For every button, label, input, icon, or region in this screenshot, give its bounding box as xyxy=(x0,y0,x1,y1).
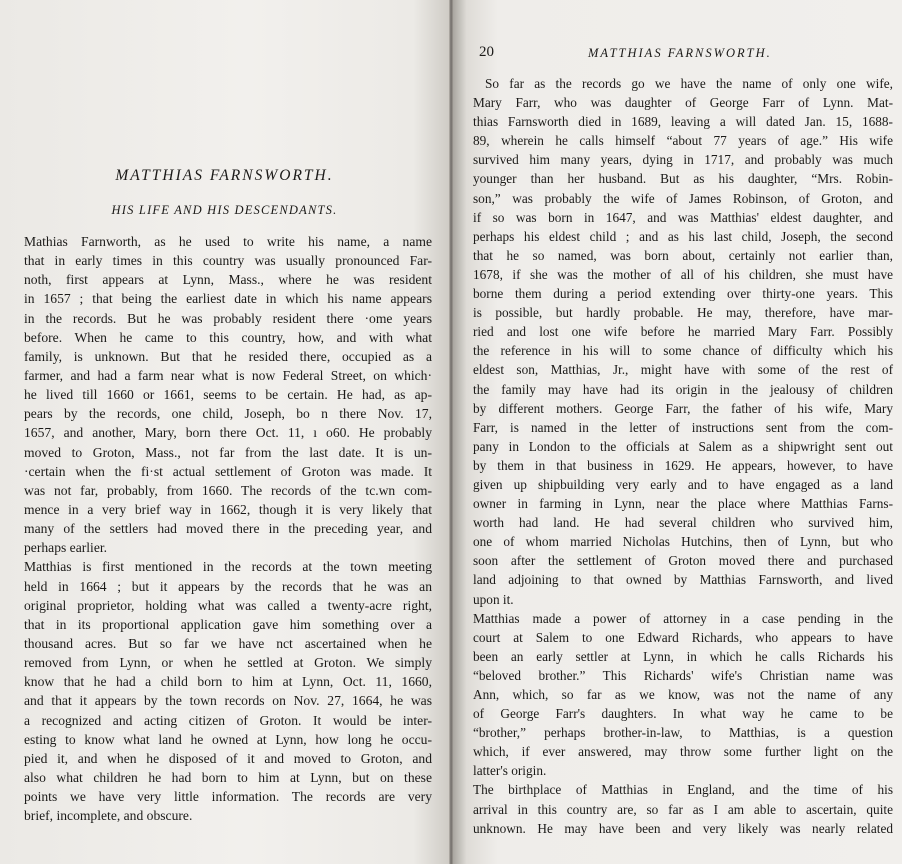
text-line: “beloved brother.” This Richards' wife's Christian name was xyxy=(473,667,893,683)
text-line: Matthias made a power of attorney in a case pending in the xyxy=(473,610,893,626)
text-line: family, is unknown. But that he resided there, occupied as a xyxy=(24,348,432,364)
text-line: many of the settlers had moved there in the preceding year, and xyxy=(24,521,432,537)
text-line: 1657, and another, Mary, born there Oct. 11, ı o60. He probably xyxy=(24,425,432,441)
text-line: soon after the settlement of Groton moved there and purchased xyxy=(473,553,893,569)
text-line: worth had land. He had several children who survived him, xyxy=(473,515,893,531)
text-line: and that it appears by the town records on Nov. 27, 1664, he was xyxy=(24,693,432,709)
text-line: brief, incomplete, and obscure. xyxy=(24,808,193,824)
text-line: Farr, is named in the letter of instructions sent from the com- xyxy=(473,419,893,435)
text-line: ried and lost one wife before he married Mary Farr. Possibly xyxy=(473,324,893,340)
text-line: been an early settler at Lynn, in which he calls Richards his xyxy=(473,648,893,664)
text-line: 1678, if she was the mother of all of his children, she must have xyxy=(473,266,893,282)
text-line: 89, wherein he calls himself “about 77 years of age.” His wife xyxy=(473,133,893,149)
chapter-title: MATTHIAS FARNSWORTH. xyxy=(115,167,334,184)
text-line: thias Farnsworth died in 1689, leaving a will dated Jan. 15, 1688- xyxy=(473,114,893,130)
text-line: esting to know what land he owned at Lynn, how long he occu- xyxy=(24,731,432,747)
text-line: court at Salem to one Edward Richards, who appears to have xyxy=(473,629,893,645)
text-line: upon it. xyxy=(473,591,514,607)
text-line: younger than her husband. But as his daughter, “Mrs. Robin- xyxy=(473,171,893,187)
text-line: farmer, and had a farm near what is now Federal Street, on which· xyxy=(24,367,432,383)
right-page xyxy=(453,0,902,864)
text-line: by them in that business in 1629. He appears, however, to have xyxy=(473,457,893,473)
text-line: borne them during a period extending over thirty-one years. This xyxy=(473,286,893,302)
text-line: latter's origin. xyxy=(473,763,547,779)
text-line: original proprietor, holding what was called a twenty-acre right, xyxy=(24,597,432,613)
text-line: that he so named, was born about, certainly not earlier than, xyxy=(473,247,893,263)
text-line: the reference in his will to some chance of difficulty which his xyxy=(473,343,893,359)
text-line: moved to Groton, Mass., not far from the last date. It is un- xyxy=(24,444,432,460)
text-line: that in early times in this country was usually pronounced Far- xyxy=(24,253,432,269)
text-line: know that he had a child born to him at Lynn, Oct. 11, 1660, xyxy=(24,674,432,690)
text-line: held in 1664 ; but it appears by the records that he was an xyxy=(24,578,432,594)
text-line: land adjoining to that owned by Matthias Farnsworth, and lived xyxy=(473,572,893,588)
text-line: Mathias Farnworth, as he used to write his name, a name xyxy=(24,234,432,249)
text-line: which, if ever answered, may throw some further light on the xyxy=(473,744,893,760)
text-line: also what children he had born to him at Lynn, but on these xyxy=(24,769,432,785)
text-line: mence in a very brief way in 1662, though it is very likely that xyxy=(24,501,432,517)
text-line: owner in farming in Lynn, near the place where Matthias Farns- xyxy=(473,496,893,512)
text-line: “brother,” perhaps brother-in-law, to Matthias, is a question xyxy=(473,725,893,741)
text-line: pied it, and when he disposed of it and moved to Groton, and xyxy=(24,750,432,766)
page-number: 20 xyxy=(479,44,494,60)
text-line: was not far, probably, from 1660. The records of the tc.wn com- xyxy=(24,482,432,498)
text-line: noth, first appears at Lynn, Mass., where he was resident xyxy=(24,272,432,288)
text-line: by different mothers. George Farr, the father of his wife, Mary xyxy=(473,400,893,416)
left-body-text xyxy=(24,232,432,825)
text-line: eldest son, Matthias, Jr., might have with some of the rest of xyxy=(473,362,893,378)
text-line: So far as the records go we have the name of only one wife, xyxy=(485,76,893,91)
text-line: perhaps earlier. xyxy=(24,540,108,556)
text-line: arrival in this country are, so far as I am able to ascertain, quite xyxy=(473,801,893,817)
text-line: a recognized and acting citizen of Groton. It would be inter- xyxy=(24,712,432,728)
text-line: of George Farr's daughters. In what way he came to be xyxy=(473,706,893,722)
right-body-text xyxy=(473,74,893,838)
text-line: the family may have had its origin in the jealousy of children xyxy=(473,381,893,397)
text-line: Mary Farr, who was daughter of George Farr of Lynn. Mat- xyxy=(473,95,893,111)
text-line: before. When he came to this country, how, and with what xyxy=(24,329,432,345)
text-line: pany in London to the officials at Salem as a shipwright sent out xyxy=(473,438,893,454)
text-line: son,” was probably the wife of James Robinson, of Groton, and xyxy=(473,190,893,206)
chapter-subtitle: HIS LIFE AND HIS DESCENDANTS. xyxy=(111,203,338,217)
text-line: unknown. He may have been and very likely was nearly related xyxy=(473,820,893,836)
text-line: The birthplace of Matthias in England, and the time of his xyxy=(473,782,893,798)
text-line: Matthias is first mentioned in the records at the town meeting xyxy=(24,559,432,575)
text-line: in the records. But he was probably resident there ·ome years xyxy=(24,310,432,326)
text-line: Ann, which, so far as we know, was not the name of any xyxy=(473,687,893,702)
text-line: pears by the records, one child, Joseph, bo n there Nov. 17, xyxy=(24,406,432,422)
text-line: one of whom married Nicholas Hutchins, then of Lynn, but who xyxy=(473,534,893,550)
text-line: given up shipbuilding very early and to have engaged as a land xyxy=(473,476,893,492)
text-line: in 1657 ; that being the earliest date in which his name appears xyxy=(24,291,432,307)
text-line: that in its proportional application gave him something over a xyxy=(24,616,432,632)
text-line: is possible, but hardly probable. He may, therefore, have mar- xyxy=(473,305,893,321)
text-line: he lived till 1660 or 1661, seems to be certain. He had, as ap- xyxy=(24,387,432,403)
text-line: points we have very little information. The records are very xyxy=(24,789,432,805)
text-line: removed from Lynn, or when he settled at Groton. We simply xyxy=(24,655,432,671)
text-line: if so was born in 1647, and was Matthias' eldest daughter, and xyxy=(473,209,893,225)
left-page xyxy=(0,0,449,864)
text-line: perhaps his eldest child ; and as his last child, Joseph, the second xyxy=(473,228,893,244)
text-line: thousand acres. But so far we have nct ascertained when he xyxy=(24,635,432,651)
text-line: survived him many years, dying in 1717, and probably was much xyxy=(473,152,893,168)
text-line: ·certain when the fi·st actual settlement of Groton was made. It xyxy=(24,463,432,479)
running-head: MATTHIAS FARNSWORTH. xyxy=(588,46,772,60)
